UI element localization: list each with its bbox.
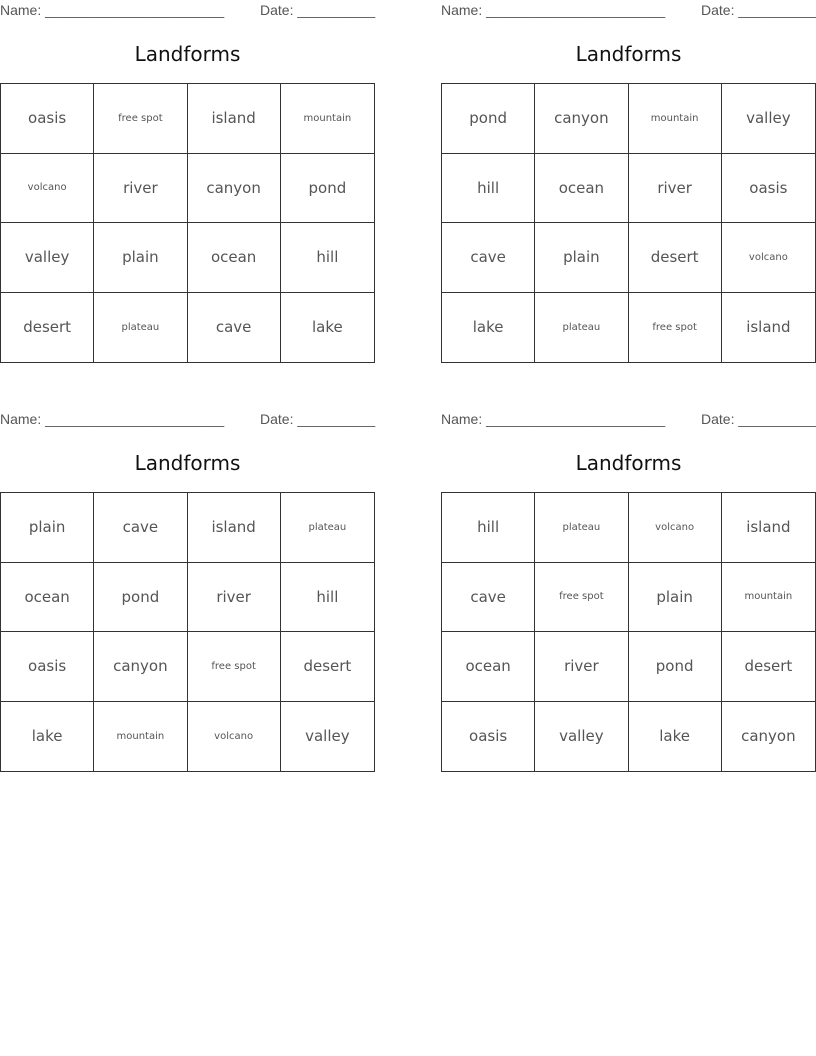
card-title: Landforms [134,451,241,475]
bingo-grid [0,83,375,363]
bingo-cell: hill [281,223,374,293]
name-field-label: Name: _______________________ [441,411,666,427]
bingo-cell: lake [312,318,343,337]
bingo-cell: pond [629,632,722,702]
bingo-cell: cave [94,493,187,563]
bingo-cell: plain [1,493,94,563]
bingo-cell: volcano [188,702,281,772]
card-header [0,409,375,431]
bingo-cell: canyon [741,727,796,746]
bingo-cell: ocean [442,632,535,702]
bingo-cell: pond [94,563,187,633]
bingo-cell: ocean [535,154,628,224]
card-header [441,0,816,22]
bingo-cell: plain [629,563,722,633]
bingo-cell: ocean [188,223,281,293]
bingo-cell: valley [722,84,815,154]
bingo-cell: mountain [629,84,722,154]
bingo-cell: free spot [535,563,628,633]
bingo-cell: ocean [1,563,94,633]
bingo-cell: island [746,318,791,337]
bingo-cell: volcano [722,223,815,293]
bingo-cell: river [188,563,281,633]
bingo-cell: canyon [535,84,628,154]
bingo-cell: free spot [94,84,187,154]
bingo-card [441,0,816,337]
bingo-grid [441,492,816,772]
bingo-cell: volcano [1,154,94,224]
bingo-cell: valley [305,727,350,746]
date-field-label: Date: __________ [260,2,376,18]
bingo-cell: desert [722,632,815,702]
bingo-cell: river [629,154,722,224]
bingo-cell: plateau [281,493,374,563]
date-field-label: Date: __________ [260,411,376,427]
bingo-cell: desert [281,632,374,702]
card-header [0,0,375,22]
card-title: Landforms [134,42,241,66]
card-header [441,409,816,431]
bingo-cell: desert [1,293,94,363]
bingo-cell: plateau [94,293,187,363]
bingo-cell: plateau [535,293,628,363]
bingo-cell: lake [629,702,722,772]
bingo-cell: valley [535,702,628,772]
bingo-cell: valley [1,223,94,293]
bingo-cell: cave [188,293,281,363]
bingo-card [0,409,376,746]
bingo-cell: plateau [535,493,628,563]
bingo-cell: pond [281,154,374,224]
name-field-label: Name: _______________________ [0,2,225,18]
bingo-cell: free spot [629,293,722,363]
bingo-cell: hill [442,493,535,563]
date-field-label: Date: __________ [701,411,816,427]
card-title: Landforms [575,42,682,66]
bingo-cell: island [188,84,281,154]
card-title: Landforms [575,451,682,475]
bingo-card [0,0,376,337]
bingo-cell: hill [281,563,374,633]
bingo-cell: hill [442,154,535,224]
bingo-cell: oasis [1,84,94,154]
bingo-cell: pond [442,84,535,154]
bingo-cell: plain [535,223,628,293]
bingo-cell: plain [94,223,187,293]
bingo-cell: mountain [722,563,815,633]
bingo-cell: mountain [281,84,374,154]
bingo-cell: desert [629,223,722,293]
bingo-cell: canyon [94,632,187,702]
name-field-label: Name: _______________________ [441,2,666,18]
bingo-cell: river [535,632,628,702]
bingo-grid [0,492,375,772]
bingo-cell: canyon [188,154,281,224]
bingo-cell: lake [442,293,535,363]
bingo-cell: lake [1,702,94,772]
bingo-card [441,409,816,746]
bingo-cell: cave [442,563,535,633]
bingo-cell: oasis [722,154,815,224]
bingo-cell: island [188,493,281,563]
bingo-cell: island [722,493,815,563]
bingo-cell: mountain [94,702,187,772]
bingo-cell: cave [442,223,535,293]
bingo-cell: oasis [1,632,94,702]
bingo-grid [441,83,816,363]
bingo-cell: free spot [188,632,281,702]
bingo-cell: river [94,154,187,224]
bingo-cell: oasis [442,702,535,772]
bingo-cell: volcano [629,493,722,563]
name-field-label: Name: _______________________ [0,411,225,427]
date-field-label: Date: __________ [701,2,816,18]
